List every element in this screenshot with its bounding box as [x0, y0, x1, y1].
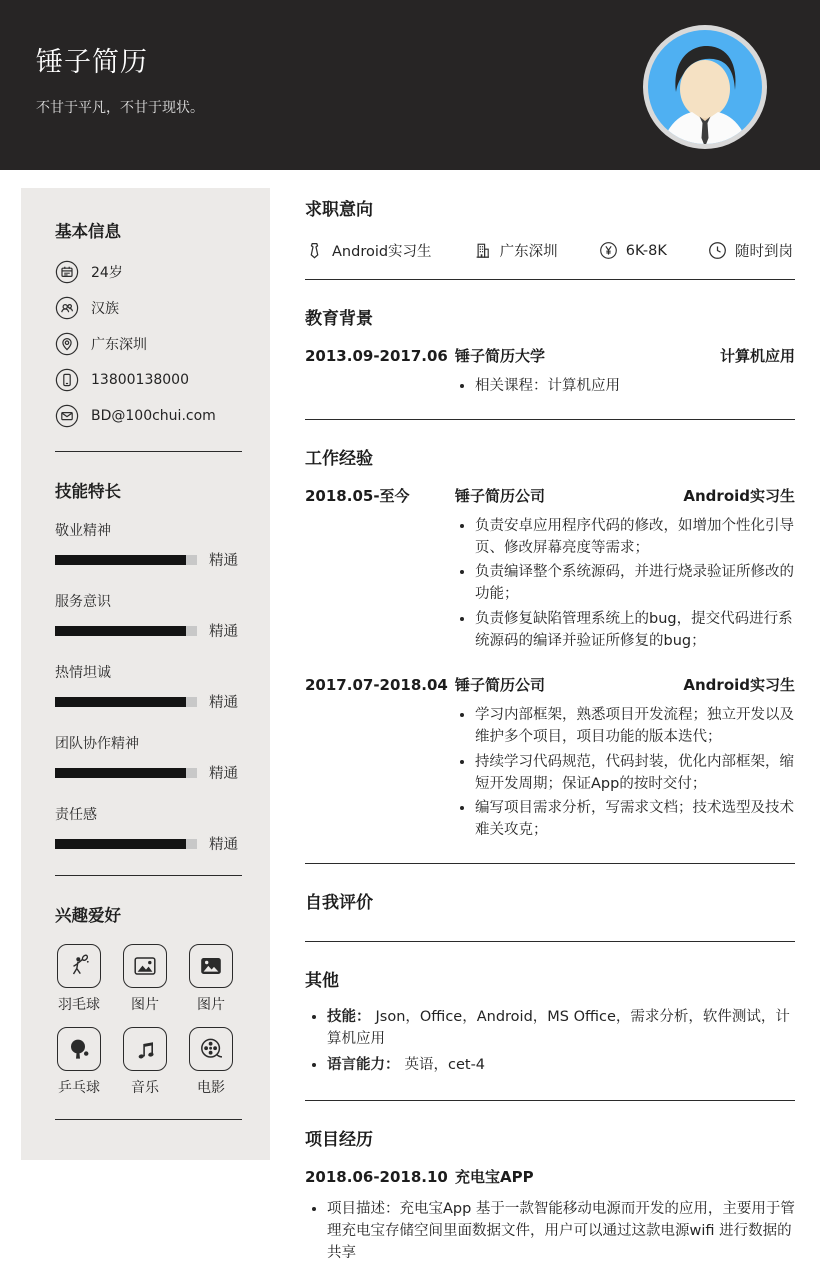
skill-item — [55, 591, 242, 641]
image-filled-icon — [198, 953, 224, 979]
work-company: 锤子简历公司 — [455, 676, 546, 695]
work-bullets — [455, 705, 795, 842]
section-self-evaluation — [305, 864, 795, 942]
skill-bar — [55, 839, 197, 849]
skill-bar-fill — [55, 768, 186, 778]
building-icon — [473, 241, 492, 260]
bullet: • 项目描述：充电宝App 基于一款智能移动电源而开发的应用，主要用于管理充电宝存储空间里面数据文件，用户可以通过这款电源wifi 进行数据的共享 — [327, 1199, 795, 1264]
skills-heading: 技能特长 — [55, 482, 121, 501]
skill-level-label: 精通 — [209, 624, 238, 640]
skill-name: 热情坦诚 — [55, 665, 111, 681]
bullet: • 负责编译整个系统源码，并进行烧录验证所修改的功能； — [475, 562, 795, 606]
work-period: 2018.05-至今 — [305, 486, 410, 505]
section-work — [305, 420, 795, 864]
skill-name: 团队协作精神 — [55, 736, 139, 752]
intent-city — [473, 240, 558, 261]
bullet — [327, 1055, 795, 1077]
section-projects — [305, 1101, 795, 1287]
skill-name: 敬业精神 — [55, 523, 111, 539]
bullet: • 学习内部框架，熟悉项目开发流程；独立开发以及维护多个项目，项目功能的版本迭代； — [475, 705, 795, 749]
work-heading: 工作经验 — [305, 448, 373, 469]
skill-level-label: 精通 — [209, 553, 238, 569]
header — [0, 0, 820, 170]
bullet-label: 语言能力： — [327, 1057, 400, 1074]
hobby-box — [123, 1027, 167, 1071]
skill-bar — [55, 768, 197, 778]
skill-name: 服务意识 — [55, 594, 111, 610]
project-bullets — [305, 1199, 795, 1264]
info-item-age — [55, 260, 242, 284]
sidebar-divider — [55, 1119, 242, 1120]
hobby-box — [57, 944, 101, 988]
skill-item — [55, 520, 242, 570]
bullet: • 相关课程：计算机应用 — [475, 376, 795, 398]
hobby-box — [123, 944, 167, 988]
music-note-icon — [132, 1036, 158, 1062]
info-item-email — [55, 404, 242, 428]
hobby-label: 图片 — [197, 997, 225, 1013]
basic-info-heading: 基本信息 — [55, 222, 121, 241]
pingpong-icon — [66, 1036, 92, 1062]
projects-heading: 项目经历 — [305, 1130, 373, 1150]
info-ethnicity: 汉族 — [91, 301, 119, 317]
yuan-icon — [599, 241, 618, 260]
info-item-location — [55, 332, 242, 356]
bullet-text: Json，Office，Android，MS Office，需求分析，软件测试，计算机应用 — [327, 1008, 790, 1047]
self-evaluation-heading: 自我评价 — [305, 892, 373, 913]
mail-icon — [55, 404, 79, 428]
hobby-box — [189, 944, 233, 988]
work-company: 锤子简历公司 — [455, 486, 546, 505]
location-icon — [55, 332, 79, 356]
info-email: BD@100chui.com — [91, 408, 216, 424]
skill-level-label: 精通 — [209, 766, 238, 782]
info-item-phone — [55, 368, 242, 392]
project-entry — [305, 1166, 795, 1264]
bullet: • 负责修复缺陷管理系统上的bug，提交代码进行系统源码的编译并验证所修复的bug； — [475, 609, 795, 653]
education-school: 锤子简历大学 — [455, 347, 546, 365]
education-major: 计算机应用 — [719, 347, 795, 365]
hobby-item — [187, 944, 235, 1014]
skill-bar — [55, 697, 197, 707]
intent-city-text: 广东深圳 — [499, 244, 558, 260]
sidebar-divider — [55, 875, 242, 876]
hobby-item — [55, 944, 103, 1014]
intent-salary-text: 6K-8K — [625, 242, 667, 259]
work-role: Android实习生 — [683, 486, 795, 505]
bullet — [327, 1007, 795, 1051]
tie-icon — [305, 241, 324, 260]
bullet: • 持续学习代码规范，代码封装，优化内部框架，缩短开发周期；保证App的按时交付； — [475, 752, 795, 796]
hobby-grid — [55, 944, 242, 1097]
work-entry — [305, 674, 795, 842]
skill-level-label: 精通 — [209, 837, 238, 853]
skill-name: 责任感 — [55, 807, 97, 823]
skill-bar-fill — [55, 697, 186, 707]
skill-bar-fill — [55, 626, 186, 636]
header-subtitle: 不甘于平凡，不甘于现状。 — [36, 100, 204, 116]
skill-item — [55, 662, 242, 712]
job-intention-heading: 求职意向 — [305, 200, 373, 220]
hobby-label: 羽毛球 — [58, 997, 100, 1013]
hobby-item — [121, 944, 169, 1014]
work-role: Android实习生 — [683, 676, 795, 695]
bullet: • 编写项目需求分析，写需求文档；技术选型及技术难关攻克； — [475, 798, 795, 842]
work-bullets — [455, 516, 795, 653]
section-other — [305, 942, 795, 1101]
skill-level-label: 精通 — [209, 695, 238, 711]
intent-availability-text: 随时到岗 — [734, 244, 793, 260]
avatar — [640, 22, 770, 152]
phone-icon — [55, 368, 79, 392]
skill-bar-fill — [55, 555, 186, 565]
project-period: 2018.06-2018.10 — [305, 1168, 448, 1186]
section-education — [305, 280, 795, 420]
intent-salary — [599, 240, 667, 261]
hobby-item — [121, 1027, 169, 1097]
hobby-box — [189, 1027, 233, 1071]
work-period: 2017.07-2018.04 — [305, 676, 448, 695]
hobby-label: 图片 — [131, 997, 159, 1013]
hobby-label: 电影 — [197, 1080, 225, 1096]
page-title: 锤子简历 — [36, 47, 148, 78]
skill-bar-fill — [55, 839, 186, 849]
info-location: 广东深圳 — [91, 337, 147, 353]
other-heading: 其他 — [305, 970, 339, 991]
other-bullets — [305, 1007, 795, 1077]
education-bullets — [455, 376, 795, 398]
info-phone: 13800138000 — [91, 372, 189, 388]
bullet-label: 技能： — [327, 1008, 371, 1025]
main-column — [305, 186, 795, 1287]
skill-bar — [55, 626, 197, 636]
work-entry — [305, 485, 795, 653]
hobby-label: 乒乓球 — [58, 1080, 100, 1096]
intent-position-text: Android实习生 — [332, 244, 432, 260]
info-age: 24岁 — [91, 265, 123, 281]
education-period: 2013.09-2017.06 — [305, 347, 448, 365]
intent-availability — [708, 240, 793, 261]
film-reel-icon — [198, 1036, 224, 1062]
badminton-icon — [66, 953, 92, 979]
male-avatar-icon — [640, 22, 770, 152]
hobby-box — [57, 1027, 101, 1071]
sidebar-divider — [55, 451, 242, 452]
skill-bar — [55, 555, 197, 565]
hobbies-heading: 兴趣爱好 — [55, 906, 121, 925]
hobby-item — [55, 1027, 103, 1097]
skill-item — [55, 733, 242, 783]
project-name: 充电宝APP — [455, 1168, 534, 1186]
intent-position — [305, 240, 432, 261]
calendar-icon — [55, 260, 79, 284]
education-entry — [305, 345, 795, 398]
sidebar — [21, 188, 270, 1160]
bullet: • 负责安卓应用程序代码的修改，如增加个性化引导页、修改屏幕亮度等需求； — [475, 516, 795, 560]
skill-item — [55, 804, 242, 854]
people-icon — [55, 296, 79, 320]
section-job-intention — [305, 186, 795, 280]
job-intention-row — [305, 240, 795, 261]
info-item-ethnicity — [55, 296, 242, 320]
clock-icon — [708, 241, 727, 260]
hobby-label: 音乐 — [131, 1080, 159, 1096]
hobby-item — [187, 1027, 235, 1097]
education-heading: 教育背景 — [305, 309, 373, 329]
image-outline-icon — [132, 953, 158, 979]
bullet-text: 英语，cet-4 — [404, 1057, 486, 1074]
